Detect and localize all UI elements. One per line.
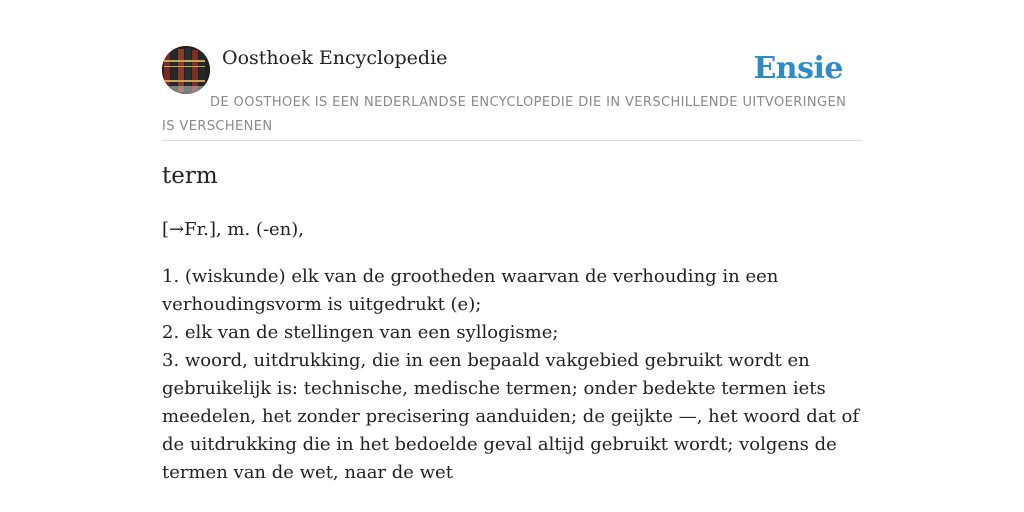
definition-item: 3. woord, uitdrukking, die in een bepaald vakgebied gebruikt wordt en gebruikelijk is: technische, medische termen; onder bedekte termen iets meedelen, het zonder precisering aanduiden; de geijkte —, het woord dat of de uitdrukking die in het bedoelde geval altijd gebruikt wordt; volgens de termen van de wet, naar de wet [162, 350, 859, 483]
source-description: DE OOSTHOEK IS EEN NEDERLANDSE ENCYCLOPEDIE DIE IN VERSCHILLENDE UITVOERINGEN IS VERSCHENEN [162, 95, 847, 134]
definition-list [162, 263, 862, 487]
definition-item: 2. elk van de stellingen van een syllogisme; [162, 322, 559, 343]
etymology: [→Fr.], m. (-en), [162, 219, 305, 240]
source-title[interactable]: Oosthoek Encyclopedie [222, 47, 448, 69]
source-header [162, 46, 862, 141]
encyclopedia-books-icon[interactable] [162, 46, 210, 94]
ensie-logo-link[interactable]: Ensie [753, 51, 843, 86]
page-title: term [162, 163, 218, 189]
definition-item: 1. (wiskunde) elk van de grootheden waarvan de verhouding in een verhoudingsvorm is uitgedrukt (e); [162, 266, 779, 315]
